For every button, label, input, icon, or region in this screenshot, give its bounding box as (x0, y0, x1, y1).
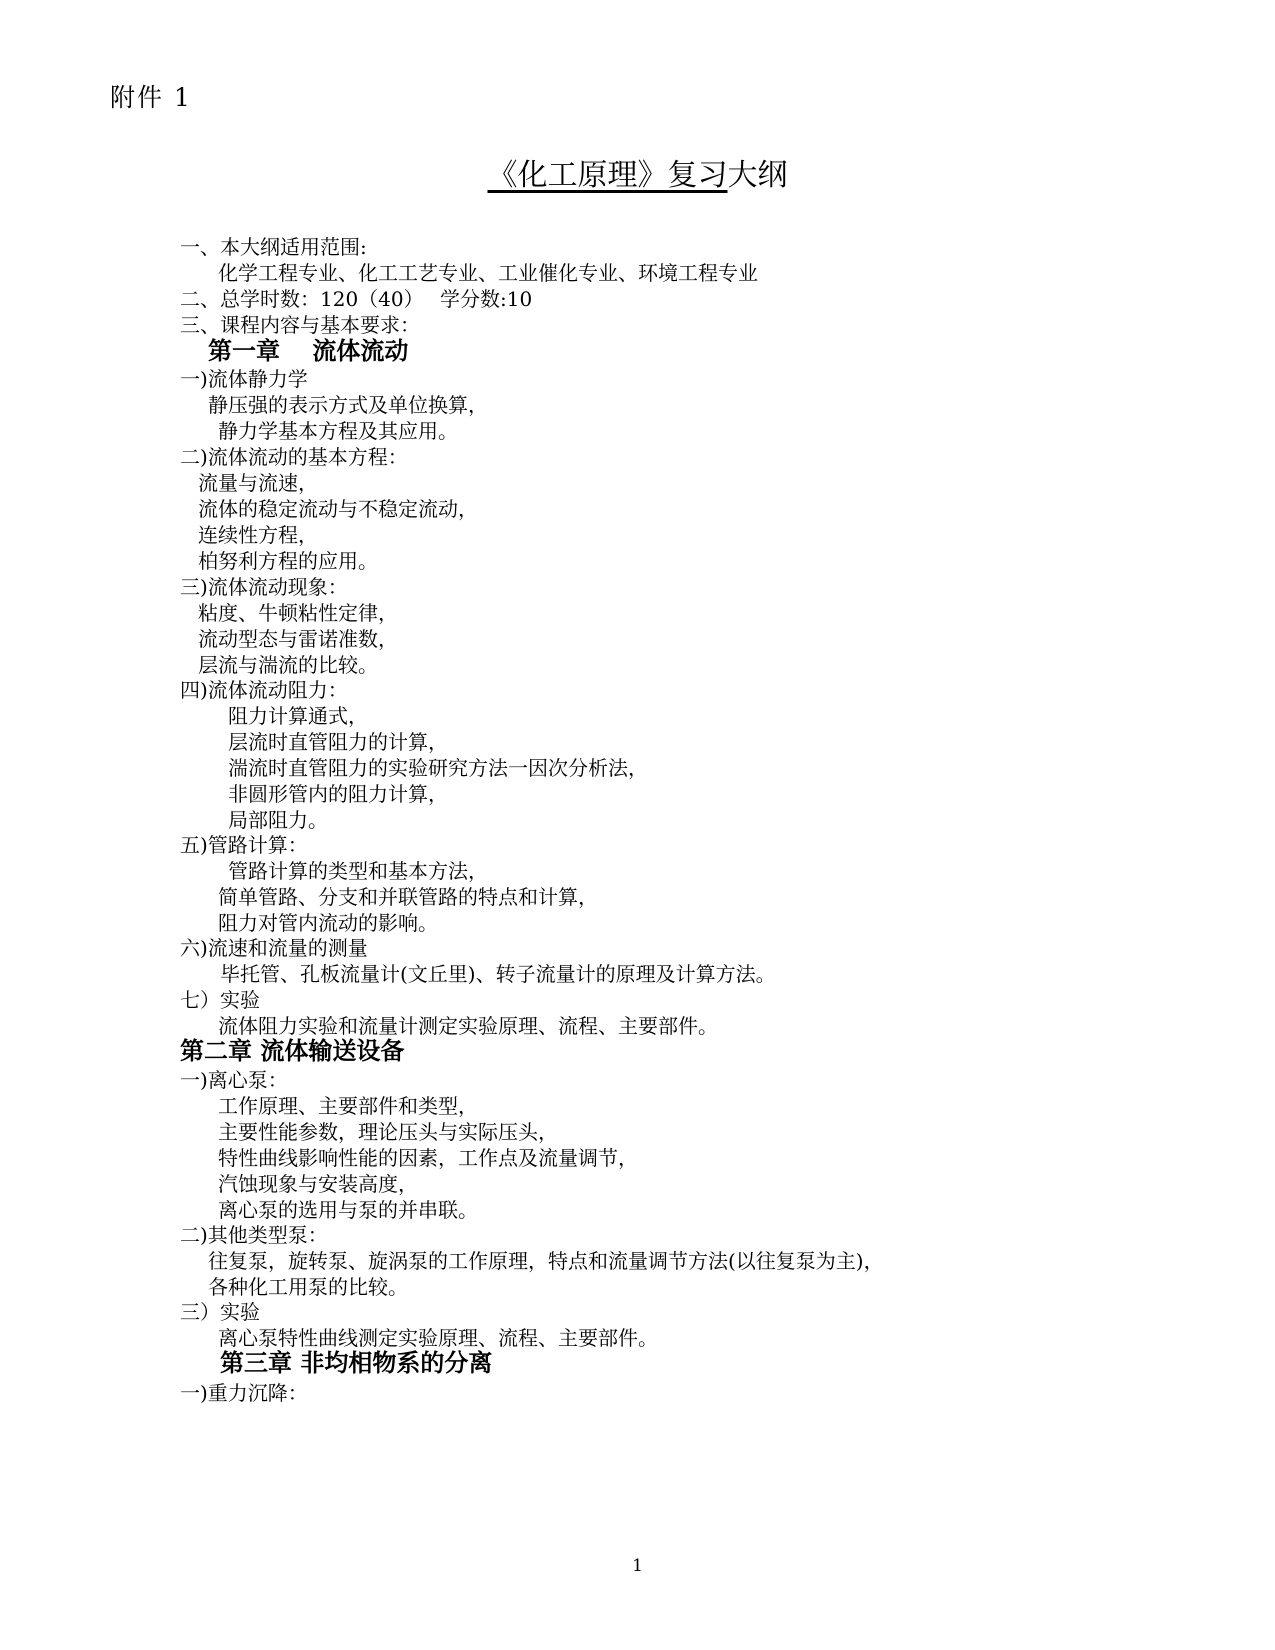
section-heading: 一)重力沉降： (180, 1381, 308, 1405)
list-item: 层流与湍流的比较。 (198, 653, 378, 677)
list-item: 湍流时直管阻力的实验研究方法一因次分析法， (228, 756, 648, 780)
chapter-1-heading: 第一章 流体流动 (208, 336, 409, 365)
section-heading: 二)流体流动的基本方程： (180, 445, 408, 469)
hours-credits: 二、总学时数：120（40） 学分数:10 (180, 287, 533, 311)
list-item: 流动型态与雷诺准数， (198, 627, 398, 651)
list-item: 流体的稳定流动与不稳定流动， (198, 497, 478, 521)
section-heading: 一)离心泵： (180, 1068, 288, 1092)
document-title (0, 150, 1275, 194)
chapter-3-heading: 第三章 非均相物系的分离 (220, 1348, 493, 1377)
title-rest-part: 大纲 (727, 158, 788, 193)
list-item: 连续性方程， (198, 523, 318, 547)
list-item: 离心泵的选用与泵的并串联。 (218, 1198, 478, 1222)
section-heading: 一)流体静力学 (180, 367, 308, 391)
section-heading: 六)流速和流量的测量 (180, 936, 368, 960)
list-item: 离心泵特性曲线测定实验原理、流程、主要部件。 (218, 1326, 658, 1350)
list-item: 阻力对管内流动的影响。 (218, 911, 438, 935)
list-item: 汽蚀现象与安装高度， (218, 1172, 418, 1196)
list-item: 阻力计算通式， (228, 704, 368, 728)
list-item: 主要性能参数，理论压头与实际压头， (218, 1120, 558, 1144)
section-heading: 四)流体流动阻力： (180, 678, 348, 702)
title-underlined-part: 《化工原理》复习 (487, 158, 728, 193)
section-heading: 五)管路计算： (180, 833, 308, 857)
list-item: 流量与流速， (198, 471, 318, 495)
scope-heading: 一、本大纲适用范围: (180, 235, 367, 259)
list-item: 简单管路、分支和并联管路的特点和计算， (218, 885, 598, 909)
list-item: 毕托管、孔板流量计(文丘里)、转子流量计的原理及计算方法。 (220, 962, 776, 986)
list-item: 各种化工用泵的比较。 (208, 1275, 408, 1299)
page-number: 1 (632, 1556, 643, 1576)
section-heading: 三）实验 (180, 1300, 260, 1324)
section-heading: 二)其他类型泵： (180, 1223, 328, 1247)
list-item: 特性曲线影响性能的因素，工作点及流量调节， (218, 1146, 638, 1170)
list-item: 管路计算的类型和基本方法， (228, 859, 488, 883)
list-item: 非圆形管内的阻力计算， (228, 782, 448, 806)
attachment-label: 附件 1 (110, 83, 192, 112)
list-item: 柏努利方程的应用。 (198, 549, 378, 573)
section-heading: 三)流体流动现象： (180, 575, 348, 599)
list-item: 流体阻力实验和流量计测定实验原理、流程、主要部件。 (218, 1014, 718, 1038)
scope-majors: 化学工程专业、化工工艺专业、工业催化专业、环境工程专业 (218, 261, 758, 285)
list-item: 局部阻力。 (228, 808, 328, 832)
section-heading: 七）实验 (180, 988, 260, 1012)
list-item: 往复泵，旋转泵、旋涡泵的工作原理，特点和流量调节方法(以往复泵为主)， (208, 1249, 884, 1273)
list-item: 静力学基本方程及其应用。 (218, 419, 458, 443)
list-item: 静压强的表示方式及单位换算， (208, 393, 488, 417)
list-item: 粘度、牛顿粘性定律， (198, 601, 398, 625)
list-item: 层流时直管阻力的计算， (228, 730, 448, 754)
list-item: 工作原理、主要部件和类型， (218, 1094, 478, 1118)
content-heading: 三、课程内容与基本要求： (180, 313, 420, 337)
chapter-2-heading: 第二章 流体输送设备 (180, 1036, 405, 1065)
